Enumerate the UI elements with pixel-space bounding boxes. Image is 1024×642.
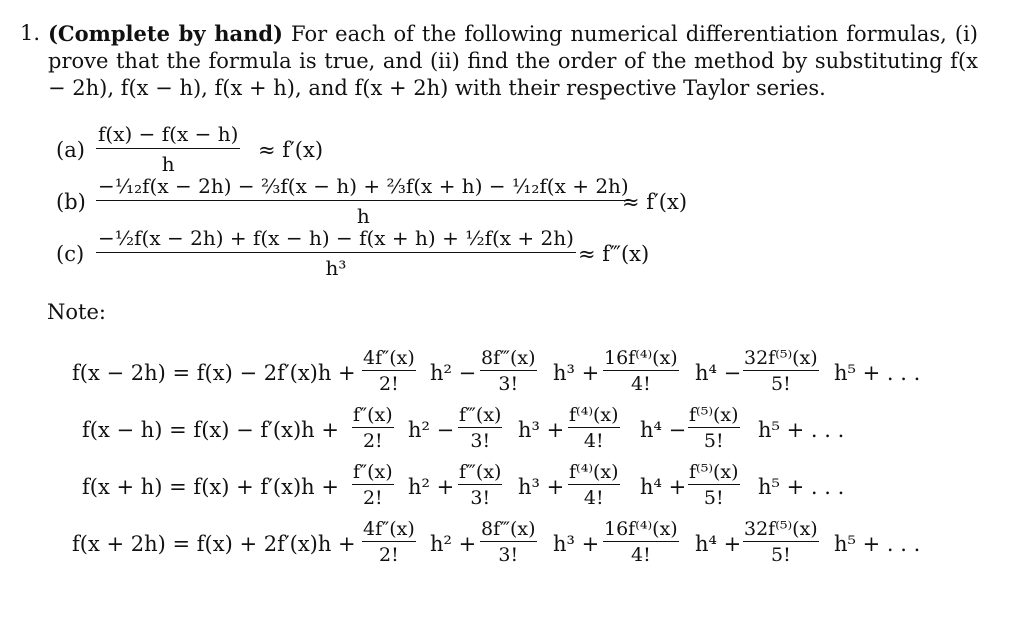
taylor-term3: $\frac{f‴(x)}{3!}$ [459, 461, 502, 509]
taylor-row-x-plus-2h [0, 516, 1024, 576]
formula-label: (b) [56, 190, 86, 214]
note-label: Note: [47, 300, 106, 324]
formula-approx: ≈ f′(x) [258, 138, 324, 162]
taylor-lhs: f(x − h) = f(x) − f′(x)h + [82, 418, 339, 442]
taylor-row-x-minus-h [0, 402, 1024, 462]
taylor-term3: $\frac{8f‴(x)}{3!}$ [481, 518, 536, 566]
taylor-op4: h⁴ − [695, 361, 742, 385]
taylor-op4: h⁴ − [640, 418, 687, 442]
taylor-op4: h⁴ + [640, 475, 687, 499]
problem-text-block [48, 20, 978, 102]
taylor-op5: h⁵ + . . . [758, 475, 845, 499]
formula-numerator: −½f(x − 2h) + f(x − h) − f(x + h) + ½f(x + 2h) [96, 226, 576, 253]
taylor-term2: $\frac{f''(x)}{2!}$ [353, 404, 393, 452]
taylor-op3: h³ + [553, 361, 600, 385]
formula-denominator: h [356, 204, 370, 228]
problem-number: 1. [20, 21, 41, 45]
taylor-op5: h⁵ + . . . [758, 418, 845, 442]
taylor-term2: $\frac{4f''(x)}{2!}$ [363, 518, 415, 566]
taylor-term3: $\frac{8f‴(x)}{3!}$ [481, 347, 536, 395]
taylor-term2: $\frac{4f''(x)}{2!}$ [363, 347, 415, 395]
formula-c-row [0, 224, 1024, 284]
taylor-term4: $\frac{\text{16f⁽⁴⁾(x)}}{4!}$ [604, 518, 678, 566]
taylor-row-x-plus-h [0, 459, 1024, 519]
taylor-op4: h⁴ + [695, 532, 742, 556]
taylor-term4: $\frac{\text{f⁽⁴⁾(x)}}{4!}$ [569, 461, 619, 509]
taylor-op2: h² + [430, 532, 477, 556]
taylor-lhs: f(x − 2h) = f(x) − 2f′(x)h + [72, 361, 356, 385]
taylor-op2: h² − [408, 418, 455, 442]
formula-c-fraction [96, 226, 576, 280]
formula-label: (c) [56, 242, 85, 266]
taylor-term4: $\frac{\text{16f⁽⁴⁾(x)}}{4!}$ [604, 347, 678, 395]
formula-a-fraction [96, 122, 240, 176]
formula-denominator: h³ [325, 256, 347, 280]
formula-b-row [0, 172, 1024, 232]
taylor-term5: $\frac{\text{f⁽⁵⁾(x)}}{5!}$ [689, 404, 739, 452]
taylor-term2: $\frac{f''(x)}{2!}$ [353, 461, 393, 509]
taylor-term5: $\frac{\text{32f⁽⁵⁾(x)}}{5!}$ [744, 347, 818, 395]
taylor-term4: $\frac{\text{f⁽⁴⁾(x)}}{4!}$ [569, 404, 619, 452]
taylor-op3: h³ + [518, 418, 565, 442]
formula-approx: ≈ f‴(x) [578, 242, 650, 266]
taylor-op3: h³ + [553, 532, 600, 556]
formula-denominator: h [161, 152, 175, 176]
formula-numerator: f(x) − f(x − h) [96, 122, 240, 149]
taylor-term5: $\frac{\text{f⁽⁵⁾(x)}}{5!}$ [689, 461, 739, 509]
taylor-op3: h³ + [518, 475, 565, 499]
taylor-op2: h² + [408, 475, 455, 499]
formula-numerator: −¹⁄₁₂f(x − 2h) − ²⁄₃f(x − h) + ²⁄₃f(x + h) − ¹⁄₁₂f(x + 2h) [96, 174, 631, 201]
taylor-op2: h² − [430, 361, 477, 385]
taylor-term3: $\frac{f‴(x)}{3!}$ [459, 404, 502, 452]
taylor-lhs: f(x + 2h) = f(x) + 2f′(x)h + [72, 532, 356, 556]
problem-text: For each of the following numerical differentiation formulas, (i) prove that the formula is true, and (ii) find the order of the method by substituting f(x − 2h), f(x − h), f(x + h), and f(x + 2h) with their respective Taylor series. [48, 22, 978, 100]
taylor-term5: $\frac{\text{32f⁽⁵⁾(x)}}{5!}$ [744, 518, 818, 566]
taylor-op5: h⁵ + . . . [834, 361, 921, 385]
taylor-row-x-minus-2h [0, 345, 1024, 405]
taylor-op5: h⁵ + . . . [834, 532, 921, 556]
formula-label: (a) [56, 138, 85, 162]
formula-b-fraction [96, 174, 631, 228]
taylor-lhs: f(x + h) = f(x) + f′(x)h + [82, 475, 339, 499]
problem-bold-lead: (Complete by hand) [48, 21, 283, 46]
formula-approx: ≈ f′(x) [622, 190, 688, 214]
formula-a-row [0, 118, 1024, 178]
